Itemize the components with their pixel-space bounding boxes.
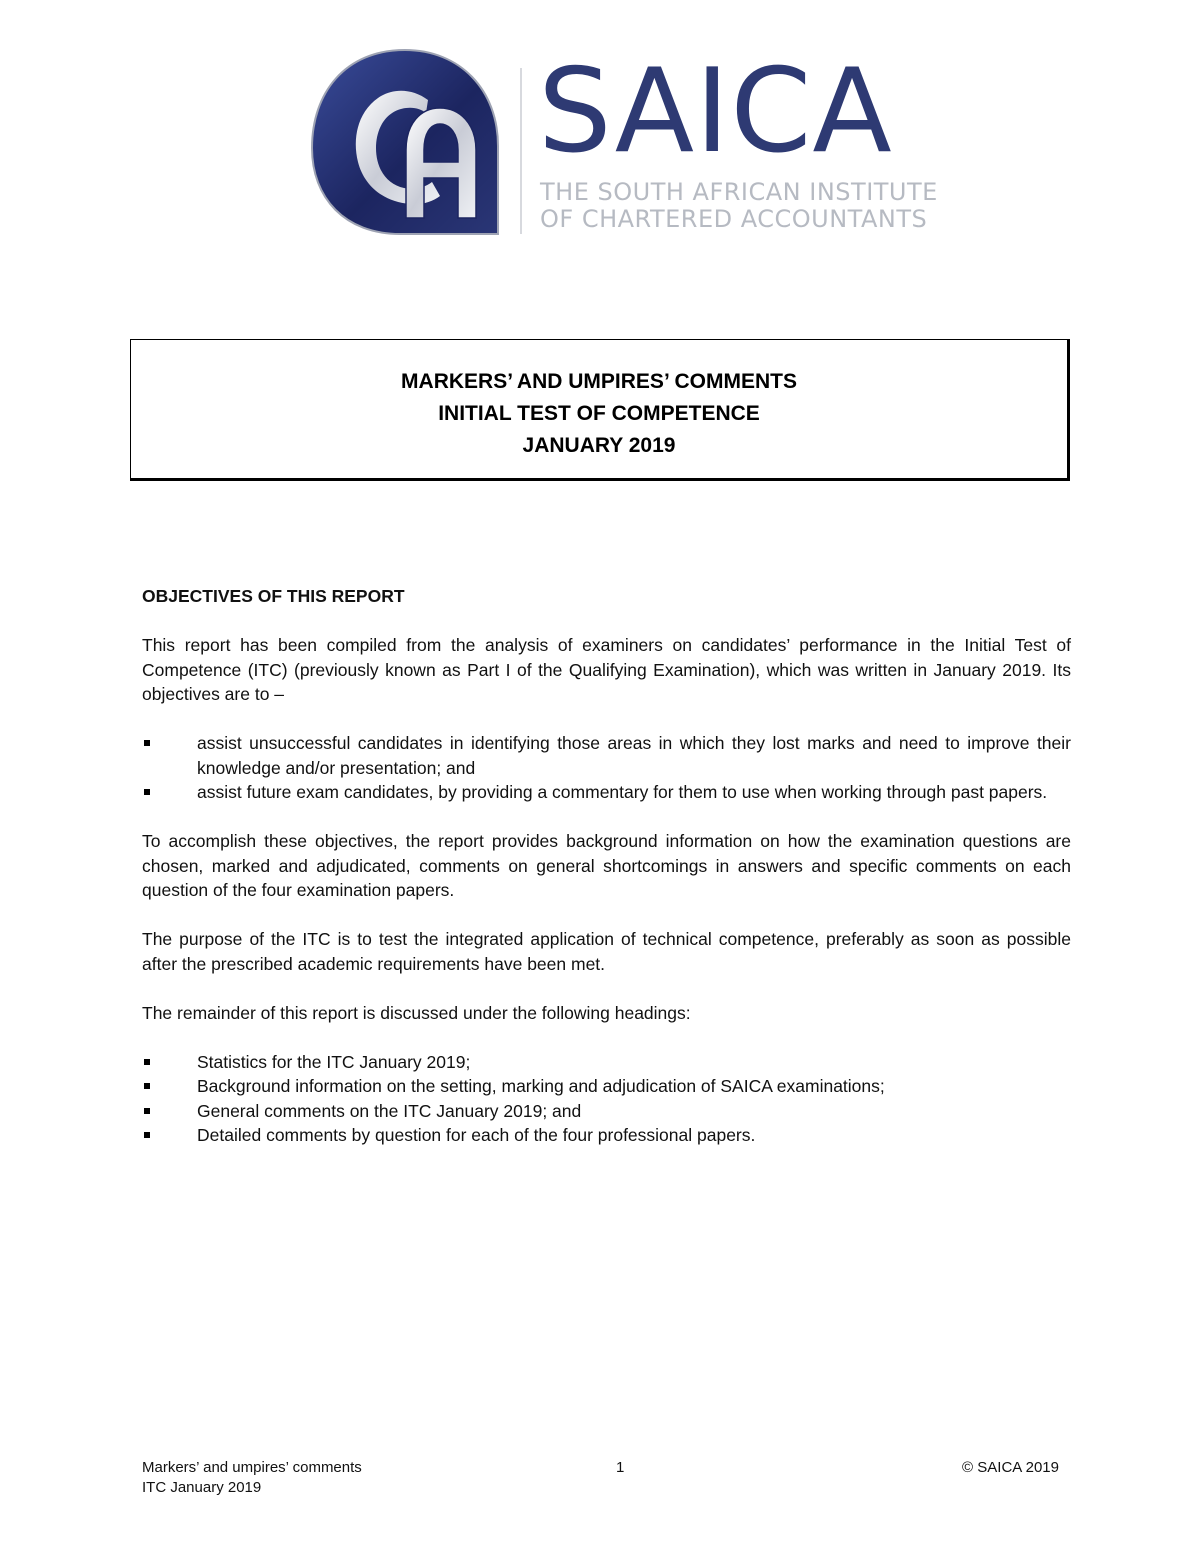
title-line-3: JANUARY 2019 bbox=[522, 434, 676, 457]
footer-doc-title: Markers’ and umpires’ comments bbox=[142, 1459, 362, 1476]
list-item bbox=[142, 1099, 1071, 1124]
title-line-1: MARKERS’ AND UMPIRES’ COMMENTS bbox=[401, 370, 797, 393]
heading-item-text: Background information on the setting, marking and adjudication of SAICA examinations; bbox=[197, 1076, 885, 1096]
page-number: 1 bbox=[616, 1459, 625, 1476]
footer-left bbox=[142, 1458, 362, 1498]
logo-divider bbox=[520, 68, 522, 234]
bullet-icon bbox=[144, 1132, 150, 1138]
list-item bbox=[142, 1074, 1071, 1099]
logo-subtitle-line1: THE SOUTH AFRICAN INSTITUTE bbox=[540, 178, 938, 206]
list-item bbox=[142, 1123, 1071, 1148]
remainder-paragraph: The remainder of this report is discussed under the following headings: bbox=[142, 1002, 691, 1023]
list-item bbox=[142, 780, 1071, 805]
title-line-2: INITIAL TEST OF COMPETENCE bbox=[438, 402, 760, 425]
headings-list bbox=[142, 1050, 1071, 1148]
bullet-icon bbox=[144, 1083, 150, 1089]
objectives-list bbox=[142, 731, 1071, 805]
list-item bbox=[142, 731, 1071, 780]
section-heading: OBJECTIVES OF THIS REPORT bbox=[142, 586, 405, 606]
list-item bbox=[142, 1050, 1071, 1075]
logo-subtitle-line2: OF CHARTERED ACCOUNTANTS bbox=[540, 205, 928, 233]
bullet-icon bbox=[144, 1059, 150, 1065]
logo-wordmark: SAICA bbox=[538, 44, 893, 179]
bullet-icon bbox=[144, 789, 150, 795]
bullet-icon bbox=[144, 740, 150, 746]
heading-item-text: General comments on the ITC January 2019; and bbox=[197, 1100, 582, 1121]
ca-emblem-icon bbox=[300, 38, 540, 248]
bullet-icon bbox=[144, 1108, 150, 1114]
intro-paragraph: This report has been compiled from the analysis of examiners on candidates’ performance in the Initial Test of Competence (ITC) (previously known as Part I of the Qualifying Examination), which was written in January 2019. Its objectives are to – bbox=[142, 635, 1071, 704]
footer-copyright: © SAICA 2019 bbox=[962, 1459, 1059, 1476]
footer-doc-date: ITC January 2019 bbox=[142, 1479, 262, 1496]
heading-item-text: Statistics for the ITC January 2019; bbox=[197, 1051, 471, 1072]
report-title-box bbox=[130, 339, 1070, 481]
purpose-paragraph: The purpose of the ITC is to test the integrated application of technical competence, preferably as soon as possible after the prescribed academic requirements have been met. bbox=[142, 929, 1071, 974]
report-body bbox=[142, 584, 1071, 1172]
saica-logo bbox=[300, 38, 940, 248]
objective-text: assist unsuccessful candidates in identifying those areas in which they lost marks and need to improve their knowledge and/or presentation; and bbox=[197, 733, 1071, 778]
heading-item-text: Detailed comments by question for each of the four professional papers. bbox=[197, 1125, 756, 1145]
accomplish-paragraph: To accomplish these objectives, the report provides background information on how the examination questions are chosen, marked and adjudicated, comments on general shortcomings in answers and specific comments on each question of the four examination papers. bbox=[142, 831, 1071, 900]
objective-text: assist future exam candidates, by providing a commentary for them to use when working through past papers. bbox=[197, 782, 1048, 802]
